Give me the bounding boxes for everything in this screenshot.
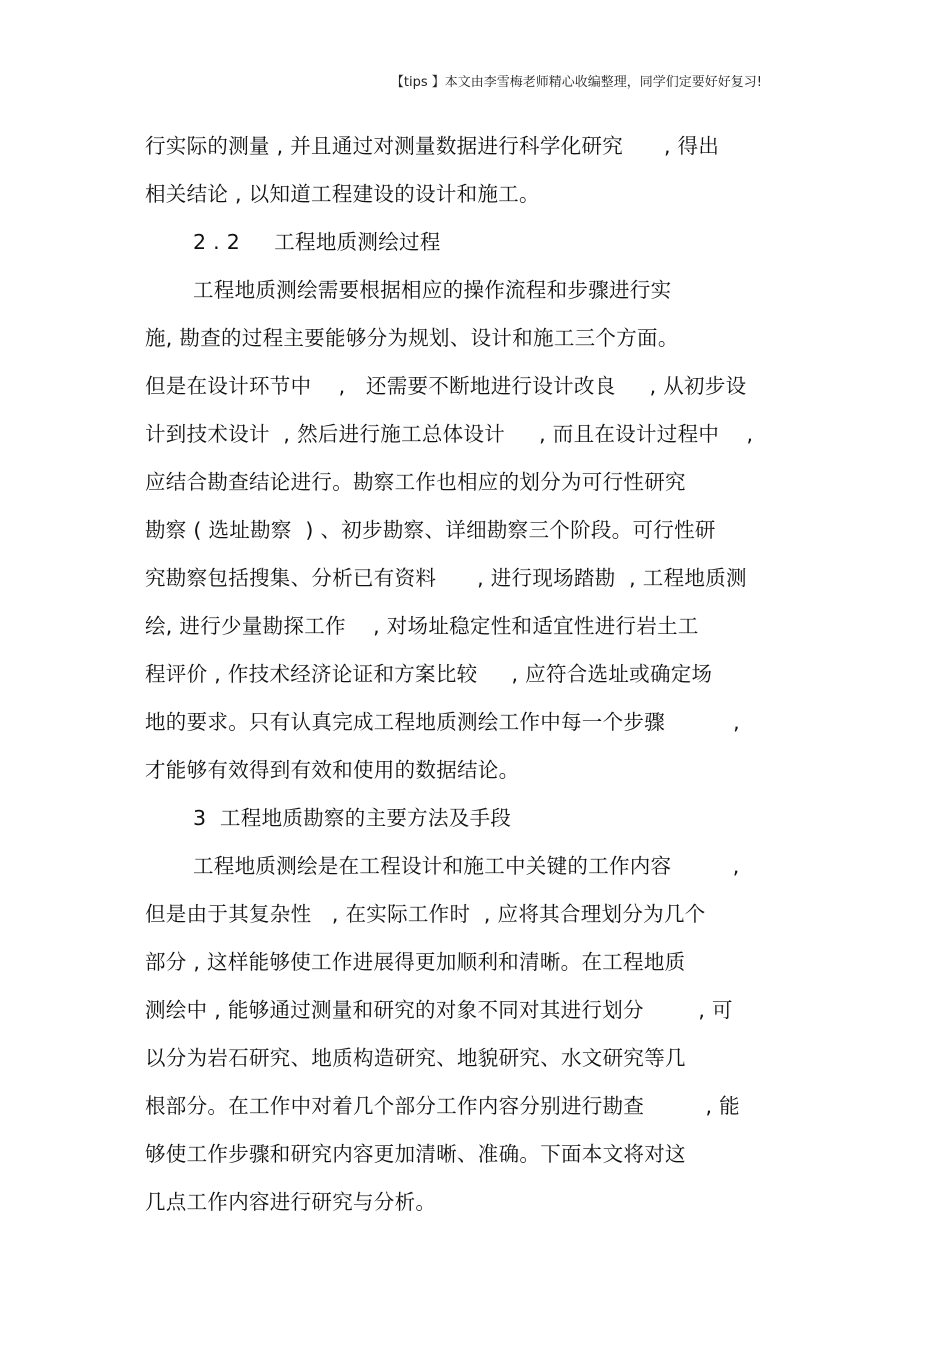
section-heading-2-2: 2 . 2 工程地质测绘过程 (193, 230, 441, 254)
body-line-23: 几点工作内容进行研究与分析。 (145, 1190, 437, 1214)
body-line-20: 以分为岩石研究、地质构造研究、地貌研究、水文研究等几 (145, 1046, 686, 1070)
body-line-12: 程评价 , 作技术经济论证和方案比较 , 应符合选址或确定场 (145, 662, 713, 686)
body-line-16: 工程地质测绘是在工程设计和施工中关键的工作内容 , (193, 854, 740, 878)
body-line-21: 根部分。在工作中对着几个部分工作内容分别进行勘查 , 能 (145, 1094, 740, 1118)
body-line-11: 绘, 进行少量勘探工作 , 对场址稳定性和适宜性进行岩土工 (145, 614, 699, 638)
header-note: 【tips 】本文由李雪梅老师精心收编整理，同学们定要好好复习! (390, 75, 762, 90)
section-heading-3: 3 工程地质勘察的主要方法及手段 (193, 806, 512, 830)
body-line-1: 行实际的测量 , 并且通过对测量数据进行科学化研究 , 得出 (145, 134, 720, 158)
body-line-9: 勘察 ( 选址勘察 ) 、初步勘察、详细勘察三个阶段。可行性研 (145, 518, 716, 542)
body-line-8: 应结合勘查结论进行。勘察工作也相应的划分为可行性研究 (145, 470, 686, 494)
body-line-17: 但是由于其复杂性 , 在实际工作时 , 应将其合理划分为几个 (145, 902, 706, 926)
body-line-13: 地的要求。只有认真完成工程地质测绘工作中每一个步骤 , (145, 710, 740, 734)
body-line-10: 究勘察包括搜集、分析已有资料 , 进行现场踏勘 , 工程地质测 (145, 566, 747, 590)
body-line-2: 相关结论 , 以知道工程建设的设计和施工。 (145, 182, 540, 206)
body-line-19: 测绘中 , 能够通过测量和研究的对象不同对其进行划分 , 可 (145, 998, 733, 1022)
body-line-5: 施, 勘查的过程主要能够分为规划、设计和施工三个方面。 (145, 326, 679, 350)
body-line-22: 够使工作步骤和研究内容更加清晰、准确。下面本文将对这 (145, 1142, 686, 1166)
body-line-14: 才能够有效得到有效和使用的数据结论。 (145, 758, 520, 782)
body-line-4: 工程地质测绘需要根据相应的操作流程和步骤进行实 (193, 278, 672, 302)
body-line-18: 部分 , 这样能够使工作进展得更加顺利和清晰。在工程地质 (145, 950, 686, 974)
body-line-6: 但是在设计环节中 , 还需要不断地进行设计改良 , 从初步设 (145, 374, 747, 398)
body-line-7: 计到技术设计 , 然后进行施工总体设计 , 而且在设计过程中 , (145, 422, 754, 446)
